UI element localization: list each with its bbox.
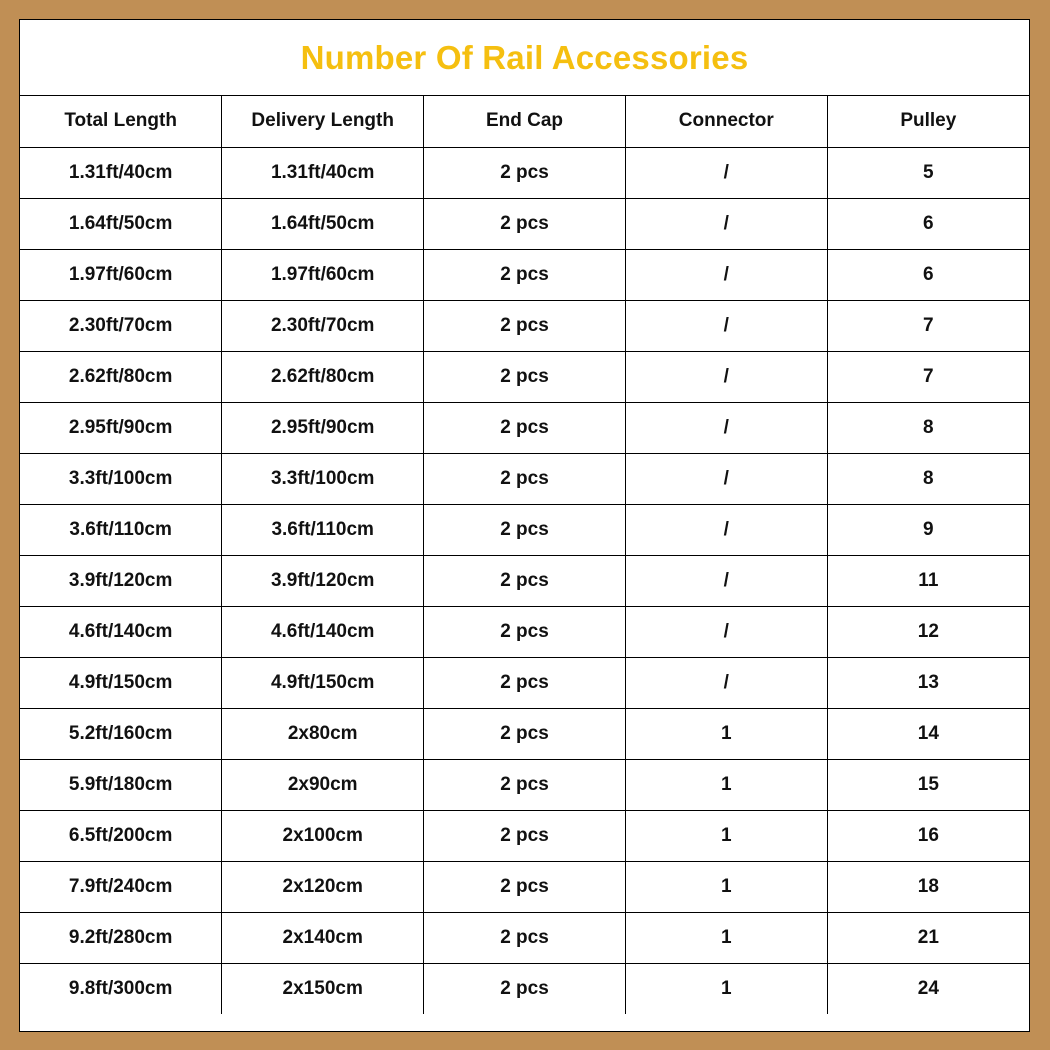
- table-body: [20, 147, 1029, 1014]
- delivery-length-cell: 2x120cm: [222, 861, 424, 912]
- connector-cell: 1: [625, 963, 827, 1014]
- pulley-cell: 11: [827, 555, 1029, 606]
- pulley-cell: 8: [827, 453, 1029, 504]
- delivery-length-cell: 2.95ft/90cm: [222, 402, 424, 453]
- delivery-length-cell: 2x140cm: [222, 912, 424, 963]
- table-row: [20, 657, 1029, 708]
- delivery-length-cell: 4.9ft/150cm: [222, 657, 424, 708]
- delivery-length-cell: 2x150cm: [222, 963, 424, 1014]
- connector-cell: /: [625, 300, 827, 351]
- header-connector: Connector: [625, 96, 827, 147]
- pulley-cell: 12: [827, 606, 1029, 657]
- table-row: [20, 861, 1029, 912]
- pulley-cell: 15: [827, 759, 1029, 810]
- header-row: [20, 96, 1029, 147]
- connector-cell: /: [625, 249, 827, 300]
- table-row: [20, 198, 1029, 249]
- end-cap-cell: 2 pcs: [424, 606, 626, 657]
- delivery-length-cell: 4.6ft/140cm: [222, 606, 424, 657]
- connector-cell: /: [625, 147, 827, 198]
- total-length-cell: 2.30ft/70cm: [20, 300, 222, 351]
- table-row: [20, 351, 1029, 402]
- delivery-length-cell: 3.9ft/120cm: [222, 555, 424, 606]
- end-cap-cell: 2 pcs: [424, 912, 626, 963]
- pulley-cell: 5: [827, 147, 1029, 198]
- total-length-cell: 3.3ft/100cm: [20, 453, 222, 504]
- table-row: [20, 300, 1029, 351]
- pulley-cell: 6: [827, 198, 1029, 249]
- table-row: [20, 912, 1029, 963]
- end-cap-cell: 2 pcs: [424, 351, 626, 402]
- pulley-cell: 21: [827, 912, 1029, 963]
- pulley-cell: 9: [827, 504, 1029, 555]
- end-cap-cell: 2 pcs: [424, 759, 626, 810]
- header-pulley: Pulley: [827, 96, 1029, 147]
- connector-cell: /: [625, 198, 827, 249]
- total-length-cell: 3.9ft/120cm: [20, 555, 222, 606]
- end-cap-cell: 2 pcs: [424, 504, 626, 555]
- connector-cell: 1: [625, 861, 827, 912]
- pulley-cell: 13: [827, 657, 1029, 708]
- page-title: Number Of Rail Accessories: [300, 38, 749, 76]
- delivery-length-cell: 2x100cm: [222, 810, 424, 861]
- delivery-length-cell: 3.3ft/100cm: [222, 453, 424, 504]
- connector-cell: 1: [625, 810, 827, 861]
- connector-cell: /: [625, 402, 827, 453]
- table-row: [20, 147, 1029, 198]
- table-row: [20, 555, 1029, 606]
- total-length-cell: 4.9ft/150cm: [20, 657, 222, 708]
- total-length-cell: 3.6ft/110cm: [20, 504, 222, 555]
- delivery-length-cell: 3.6ft/110cm: [222, 504, 424, 555]
- table-row: [20, 249, 1029, 300]
- table-row: [20, 810, 1029, 861]
- total-length-cell: 6.5ft/200cm: [20, 810, 222, 861]
- connector-cell: 1: [625, 708, 827, 759]
- end-cap-cell: 2 pcs: [424, 963, 626, 1014]
- table-row: [20, 402, 1029, 453]
- connector-cell: /: [625, 453, 827, 504]
- table-row: [20, 708, 1029, 759]
- total-length-cell: 5.9ft/180cm: [20, 759, 222, 810]
- total-length-cell: 1.64ft/50cm: [20, 198, 222, 249]
- total-length-cell: 5.2ft/160cm: [20, 708, 222, 759]
- end-cap-cell: 2 pcs: [424, 147, 626, 198]
- connector-cell: /: [625, 657, 827, 708]
- end-cap-cell: 2 pcs: [424, 300, 626, 351]
- table-row: [20, 606, 1029, 657]
- pulley-cell: 18: [827, 861, 1029, 912]
- total-length-cell: 4.6ft/140cm: [20, 606, 222, 657]
- connector-cell: 1: [625, 759, 827, 810]
- pulley-cell: 6: [827, 249, 1029, 300]
- table-row: [20, 453, 1029, 504]
- pulley-cell: 8: [827, 402, 1029, 453]
- end-cap-cell: 2 pcs: [424, 249, 626, 300]
- total-length-cell: 7.9ft/240cm: [20, 861, 222, 912]
- total-length-cell: 2.62ft/80cm: [20, 351, 222, 402]
- table-row: [20, 963, 1029, 1014]
- delivery-length-cell: 2x80cm: [222, 708, 424, 759]
- end-cap-cell: 2 pcs: [424, 708, 626, 759]
- connector-cell: /: [625, 351, 827, 402]
- end-cap-cell: 2 pcs: [424, 453, 626, 504]
- end-cap-cell: 2 pcs: [424, 657, 626, 708]
- total-length-cell: 2.95ft/90cm: [20, 402, 222, 453]
- pulley-cell: 7: [827, 351, 1029, 402]
- delivery-length-cell: 1.31ft/40cm: [222, 147, 424, 198]
- connector-cell: /: [625, 504, 827, 555]
- title-row: [20, 20, 1029, 96]
- end-cap-cell: 2 pcs: [424, 555, 626, 606]
- table-row: [20, 759, 1029, 810]
- accessories-table: [20, 96, 1029, 1014]
- delivery-length-cell: 2.62ft/80cm: [222, 351, 424, 402]
- total-length-cell: 9.8ft/300cm: [20, 963, 222, 1014]
- end-cap-cell: 2 pcs: [424, 198, 626, 249]
- end-cap-cell: 2 pcs: [424, 861, 626, 912]
- total-length-cell: 1.31ft/40cm: [20, 147, 222, 198]
- delivery-length-cell: 2.30ft/70cm: [222, 300, 424, 351]
- end-cap-cell: 2 pcs: [424, 402, 626, 453]
- header-delivery-length: Delivery Length: [222, 96, 424, 147]
- delivery-length-cell: 1.97ft/60cm: [222, 249, 424, 300]
- total-length-cell: 9.2ft/280cm: [20, 912, 222, 963]
- pulley-cell: 14: [827, 708, 1029, 759]
- delivery-length-cell: 2x90cm: [222, 759, 424, 810]
- connector-cell: /: [625, 606, 827, 657]
- pulley-cell: 24: [917, 977, 939, 999]
- connector-cell: 1: [625, 912, 827, 963]
- delivery-length-cell: 1.64ft/50cm: [222, 198, 424, 249]
- total-length-cell: 1.97ft/60cm: [20, 249, 222, 300]
- pulley-cell: 16: [827, 810, 1029, 861]
- header-end-cap: End Cap: [424, 96, 626, 147]
- header-total-length: Total Length: [20, 96, 222, 147]
- connector-cell: /: [625, 555, 827, 606]
- end-cap-cell: 2 pcs: [424, 810, 626, 861]
- pulley-cell: 7: [827, 300, 1029, 351]
- table-row: [20, 504, 1029, 555]
- accessories-sheet: [19, 19, 1030, 1032]
